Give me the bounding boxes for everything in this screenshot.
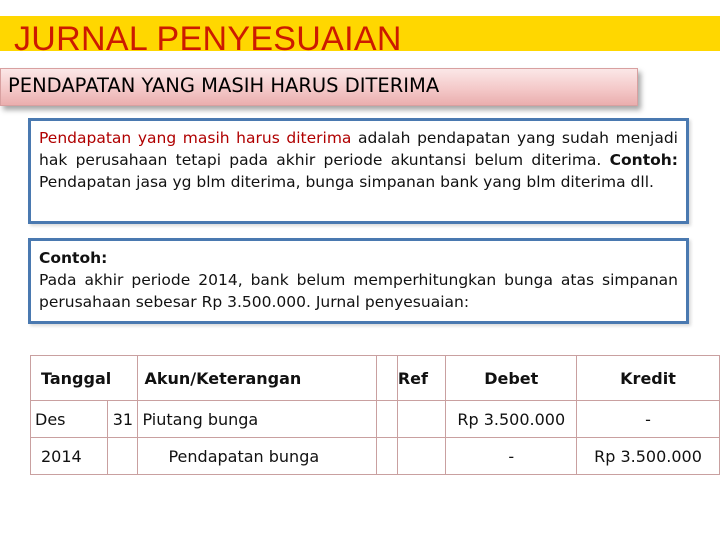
- section-subtitle: PENDAPATAN YANG MASIH HARUS DITERIMA: [8, 74, 440, 97]
- row-spacer: [377, 401, 397, 438]
- definition-example-label: Contoh:: [609, 151, 678, 169]
- row-debet: Rp 3.500.000: [446, 401, 577, 438]
- header-debet: Debet: [446, 356, 577, 401]
- row-akun: Piutang bunga: [138, 401, 377, 438]
- definition-paragraph: [39, 127, 678, 193]
- example-label: Contoh:: [39, 249, 108, 267]
- row-kredit: Rp 3.500.000: [577, 438, 720, 475]
- journal-header-row: [31, 356, 720, 401]
- example-paragraph: [39, 247, 678, 313]
- row-date-year: 2014: [31, 438, 108, 475]
- row-date-month: Des: [31, 401, 108, 438]
- definition-box: [28, 118, 689, 224]
- row-date-day: [108, 438, 138, 475]
- definition-text-2: Pendapatan jasa yg blm diterima, bunga simpanan bank yang blm diterima dll.: [39, 173, 654, 191]
- header-kredit: Kredit: [577, 356, 720, 401]
- definition-text-1: adalah pendapatan yang sudah menjadi hak perusahaan tetapi pada akhir periode akuntansi belum diterima.: [39, 129, 678, 169]
- header-akun: Akun/Keterangan: [138, 356, 377, 401]
- journal-table: [30, 355, 720, 475]
- row-ref: [397, 438, 446, 475]
- page-title: JURNAL PENYESUAIAN: [14, 20, 402, 58]
- row-date-day: 31: [108, 401, 138, 438]
- row-akun: Pendapatan bunga: [138, 438, 377, 475]
- definition-term: Pendapatan yang masih harus diterima: [39, 129, 352, 147]
- table-row: [31, 401, 720, 438]
- row-ref: [397, 401, 446, 438]
- header-ref: Ref: [397, 356, 446, 401]
- row-debet: -: [446, 438, 577, 475]
- example-text: Pada akhir periode 2014, bank belum memperhitungkan bunga atas simpanan perusahaan sebesar Rp 3.500.000. Jurnal penyesuaian:: [39, 271, 678, 311]
- header-spacer: [377, 356, 397, 401]
- row-spacer: [377, 438, 397, 475]
- header-tanggal: Tanggal: [31, 356, 138, 401]
- example-box: [28, 238, 689, 324]
- row-kredit: -: [577, 401, 720, 438]
- table-row: [31, 438, 720, 475]
